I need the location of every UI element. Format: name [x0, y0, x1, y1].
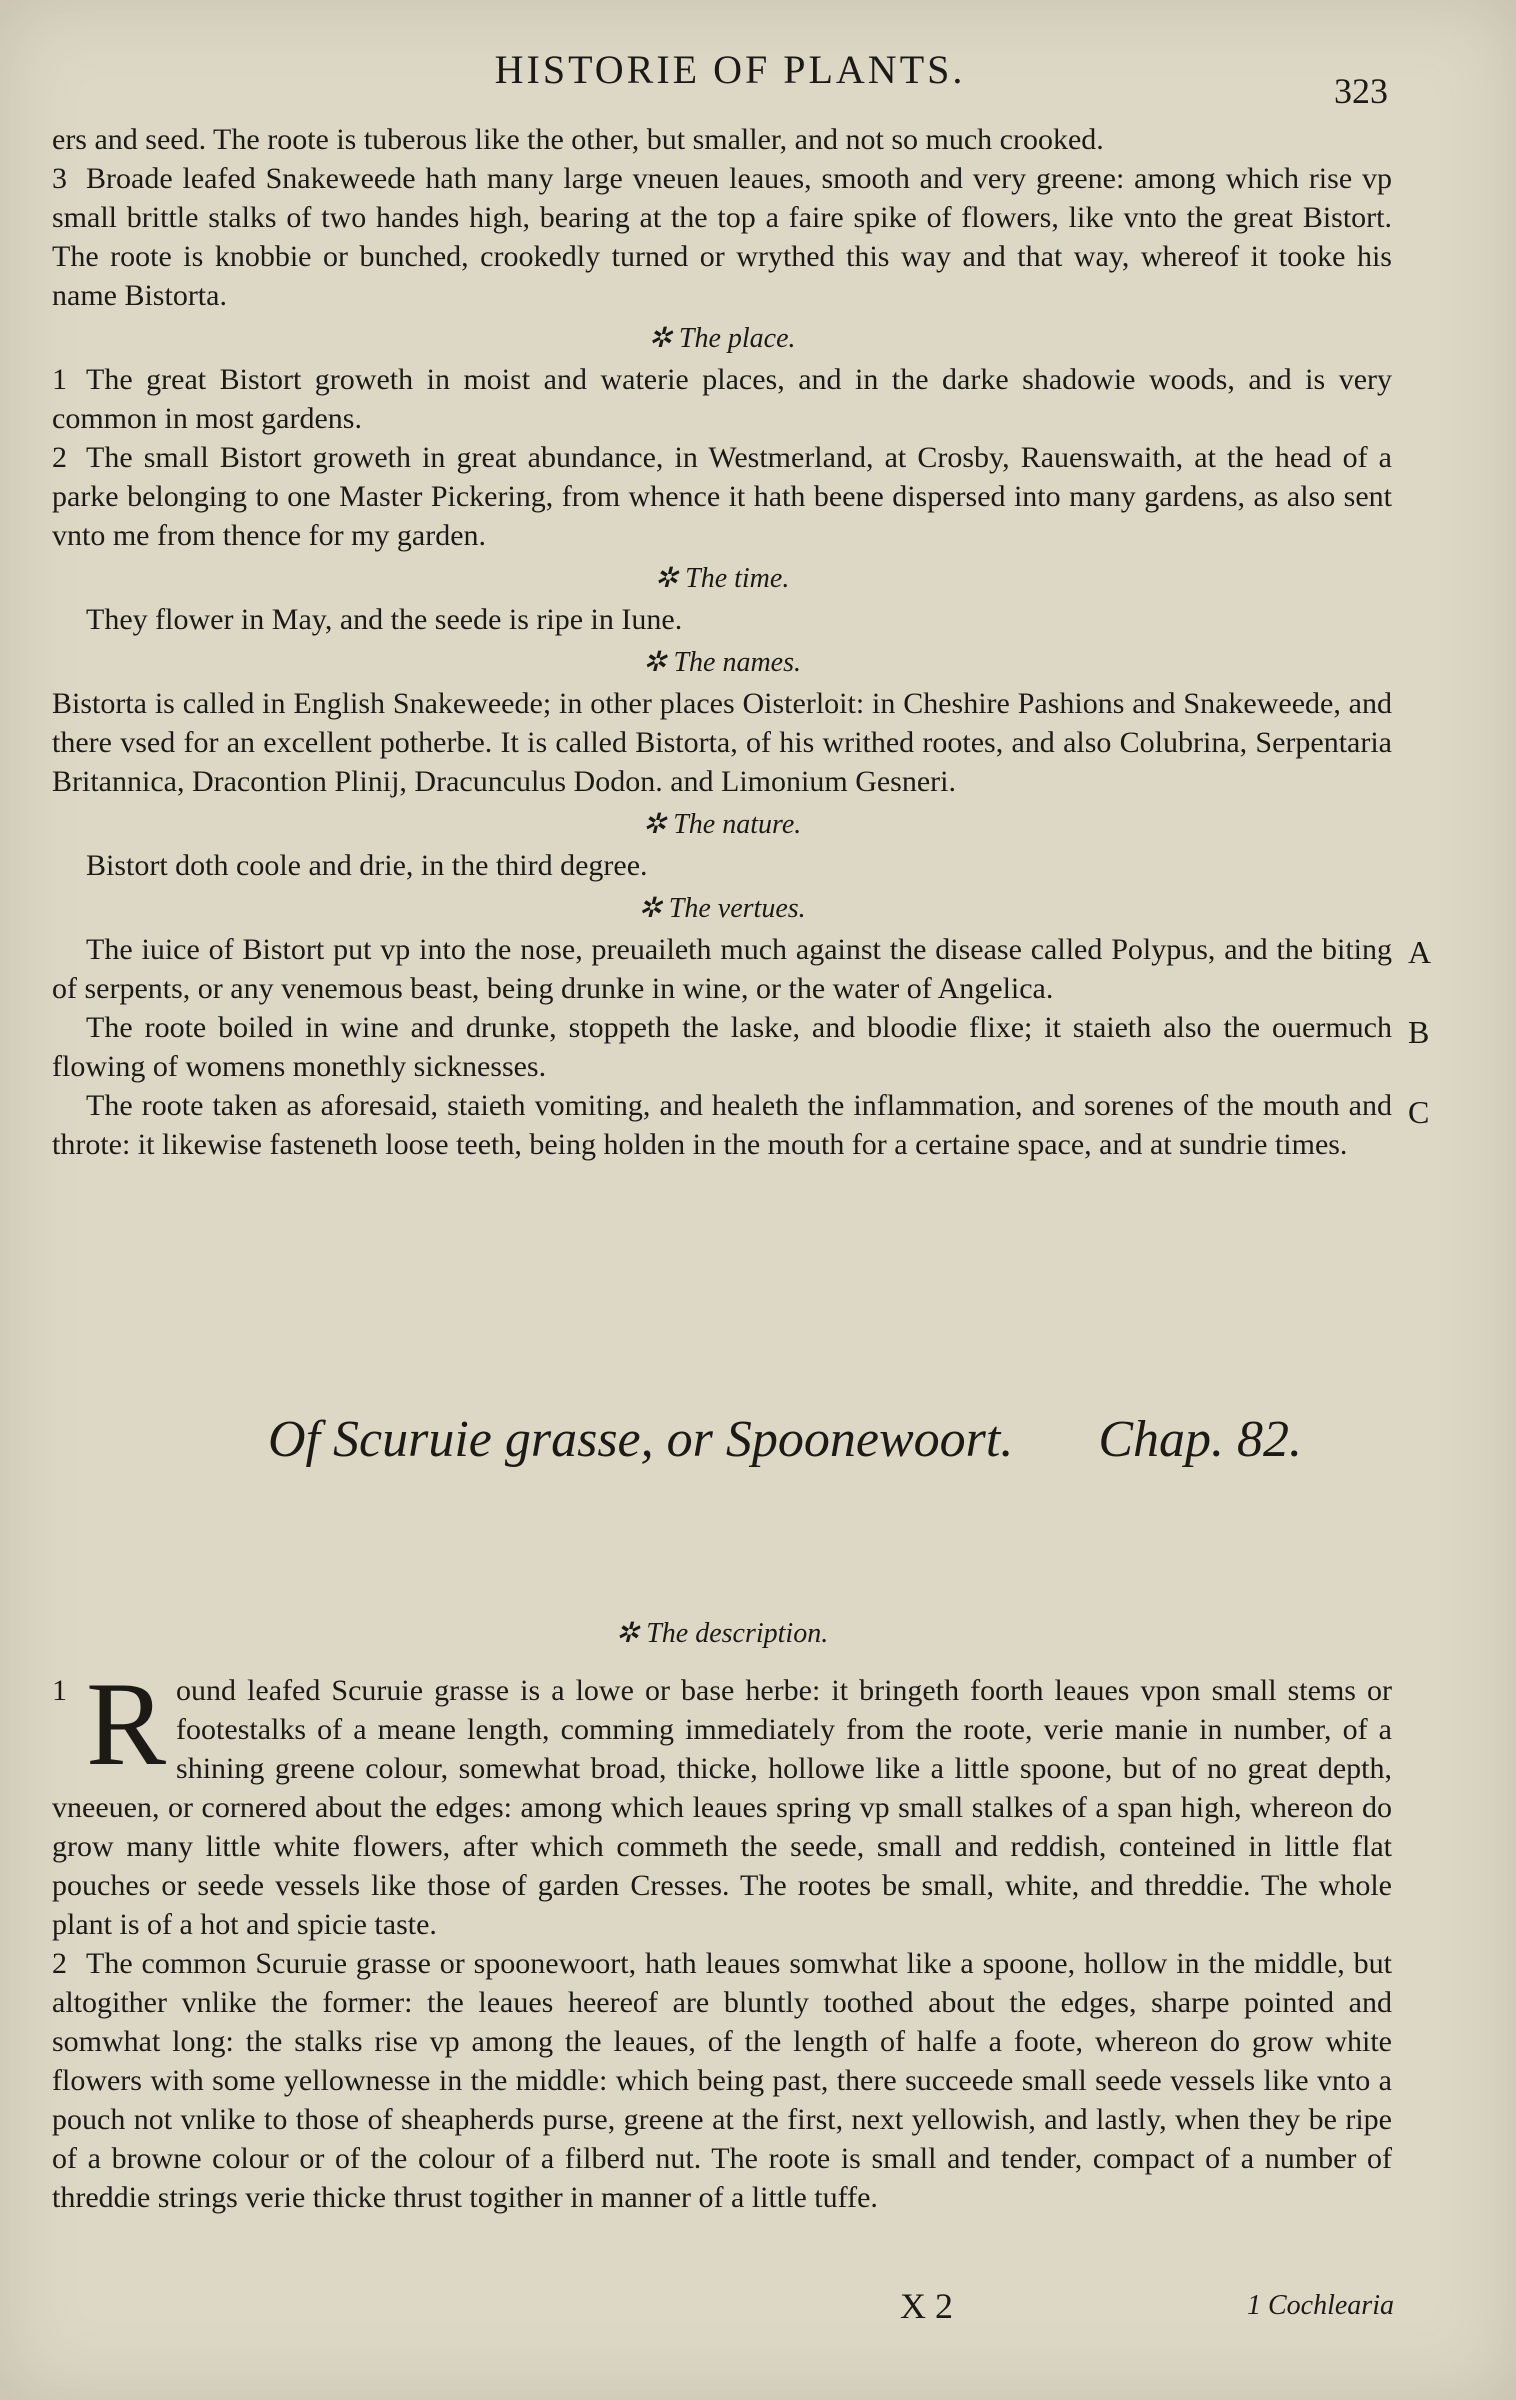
names-text: Bistorta is called in English Snakeweede; in other places Oisterloit: in Cheshire Pashions and Snakeweede, and there vsed for an excellent potherbe. It is called Bistorta, of his writhed rootes, and also Colubrina, Serpentaria Britannica, Dracontion Plinij, Dracunculus Dodon. and Limonium Gesneri.	[52, 687, 1392, 798]
chapter-title: Of Scuruie grasse, or Spoonewoort.	[268, 1411, 1014, 1468]
catchword: 1 Cochlearia	[1247, 2290, 1394, 2321]
vertue-b: The roote boiled in wine and drunke, stoppeth the laske, and bloodie flixe; it staieth also the ouermuch flowing of womens monethly sicknesses.	[52, 1011, 1392, 1083]
margin-letter-c: C	[1408, 1094, 1430, 1130]
paragraph-3: 3 Broade leafed Snakeweede hath many large vneuen leaues, smooth and very greene: among which rise vp small brittle stalks of two handes high, bearing at the top a faire spike of flowers, like vnto the great Bistort. The roote is knobbie or bunched, crookedly turned or wrythed this way and that way, whereof it tooke his name Bistorta.	[52, 162, 1392, 312]
running-head: HISTORIE OF PLANTS.	[494, 47, 966, 92]
vertue-a: The iuice of Bistort put vp into the nose, preuaileth much against the disease called Polypus, and the biting of serpents, or any venemous beast, being drunke in wine, or the water of Angelica.	[52, 933, 1392, 1005]
heading-time: ✲ The time.	[654, 563, 790, 594]
heading-description: ✲ The description.	[615, 1618, 829, 1649]
place-2: 2 The small Bistort groweth in great abundance, in Westmerland, at Crosby, Rauenswaith, at the head of a parke belonging to one Master Pickering, from whence it hath beene dispersed into many gardens, as also sent vnto me from thence for my garden.	[52, 441, 1392, 552]
continuation-line: ers and seed. The roote is tuberous like the other, but smaller, and not so much crooked.	[52, 123, 1104, 156]
heading-place: ✲ The place.	[648, 323, 796, 354]
upper-text-block	[52, 120, 1392, 1164]
margin-letter-a: A	[1408, 934, 1432, 970]
chapter-heading	[268, 1410, 1302, 1469]
page-number: 323	[1334, 71, 1388, 111]
time-text: They flower in May, and the seede is ripe in Iune.	[86, 603, 683, 636]
heading-names: ✲ The names.	[642, 647, 801, 678]
heading-vertues: ✲ The vertues.	[638, 893, 806, 924]
place-1: 1 The great Bistort groweth in moist and waterie places, and in the darke shadowie woods, and is very common in most gardens.	[52, 363, 1392, 435]
chapter-number: Chap. 82.	[1098, 1411, 1303, 1468]
description-1: 1 R ound leafed Scuruie grasse is a lowe or base herbe: it bringeth foorth leaues vpon small stems or footestalks of a meane length, comming immediately from the roote, verie manie in number, of a shining greene colour, somewhat broad, thicke, hollowe like a little spoone, but of no great depth, vneeuen, or cornered about the edges: among which leaues spring vp small stalkes of a span high, whereon do grow many little white flowers, after which commeth the seede, small and reddish, conteined in little flat pouches or seede vessels like those of garden Cresses. The rootes be small, white, and threddie. The whole plant is of a hot and spicie taste.	[52, 1657, 1392, 1941]
drop-cap: R	[86, 1657, 167, 1790]
signature-mark: X 2	[900, 2286, 953, 2326]
vertue-c: The roote taken as aforesaid, staieth vomiting, and healeth the inflammation, and sorenes of the mouth and throte: it likewise fasteneth loose teeth, being holden in the mouth for a certaine space, and at sundrie times.	[52, 1089, 1392, 1161]
lower-text-block	[52, 1610, 1392, 2217]
nature-text: Bistort doth coole and drie, in the third degree.	[86, 849, 648, 882]
margin-letter-b: B	[1408, 1014, 1430, 1050]
description-2: 2 The common Scuruie grasse or spoonewoort, hath leaues somwhat like a spoone, hollow in the middle, but altogither vnlike the former: the leaues heereof are bluntly toothed about the edges, sharpe pointed and somwhat long: the stalks rise vp among the leaues, of the length of halfe a foote, whereon do grow white flowers with some yellownesse in the middle: which being past, there succeede small seede vessels like vnto a pouch not vnlike to those of sheapherds purse, greene at the first, next yellowish, and lastly, when they be ripe of a browne colour or of the colour of a filberd nut. The roote is small and tender, compact of a number of threddie strings verie thicke thrust togither in manner of a little tuffe.	[52, 1947, 1392, 2214]
heading-nature: ✲ The nature.	[642, 809, 802, 840]
